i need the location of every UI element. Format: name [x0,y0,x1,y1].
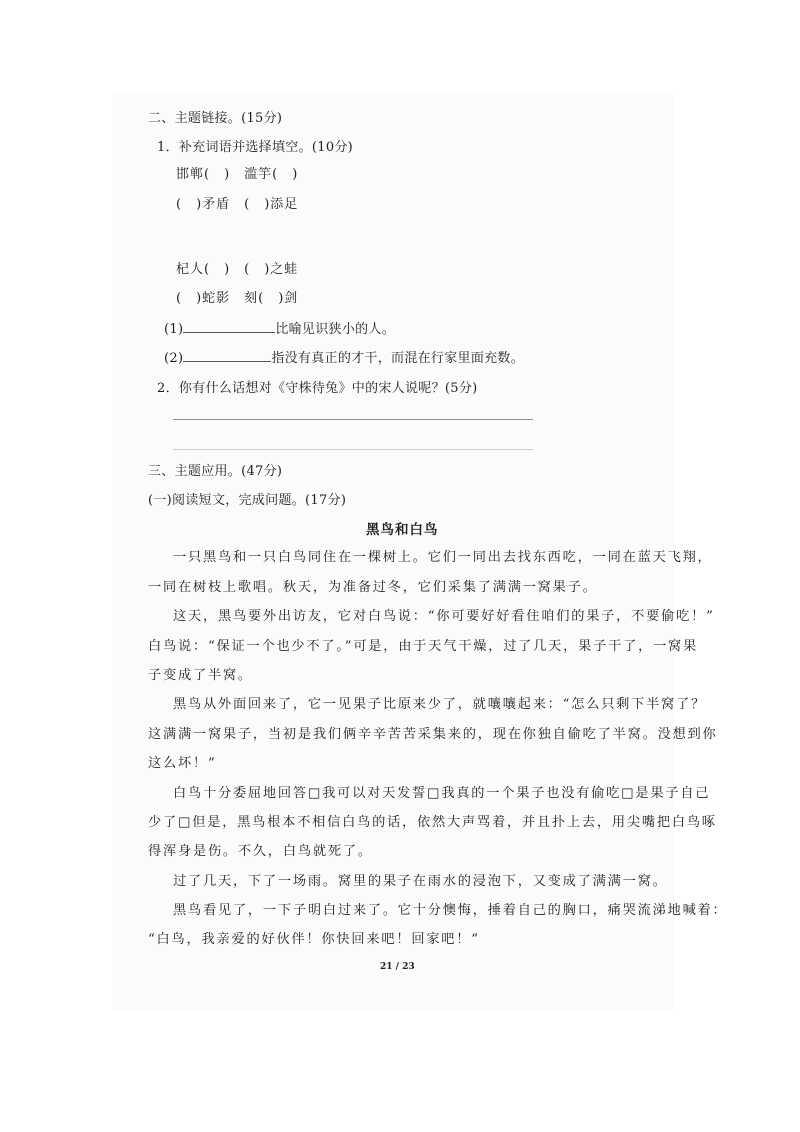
story-line: 少了□但是，黑鸟根本不相信白鸟的话，依然大声骂着，并且扑上去，用尖嘴把白鸟啄 [148,815,717,830]
story-line: 这么坏！” [148,756,217,771]
story-title: 黑鸟和白鸟 [366,522,439,538]
section3-heading: 三、主题应用。(47分) [148,464,283,479]
fill-item-2-text: 指没有真正的才干，而混在行家里面充数。 [271,351,525,366]
story-line: 这满满一窝果子，当初是我们俩辛辛苦苦采集来的，现在你独自偷吃了半窝。没想到你 [148,727,718,742]
fill-item-1-text: 比喻见识狭小的人。 [275,322,396,337]
story-line: 一同在树枝上歌唱。秋天，为准备过冬，它们采集了满满一窝果子。 [148,580,598,595]
q2-answer-line-1[interactable] [173,419,533,420]
story-line: 黑鸟看见了，一下子明白过来了。它十分懊悔，捶着自己的胸口，痛哭流涕地喊着： [173,903,728,918]
story-line: 得浑身是伤。不久，白鸟就死了。 [148,844,373,859]
q1-words-row3: 杞人( ) ( )之蛙 [176,262,299,277]
section2-heading: 二、主题链接。(15分) [148,111,283,126]
story-line: 白鸟说：“保证一个也少不了。”可是，由于天气干燥，过了几天，果子干了，一窝果 [148,639,699,654]
q2-answer-line-2[interactable] [173,449,533,450]
story-line: 过了几天，下了一场雨。窝里的果子在雨水的浸泡下，又变成了满满一窝。 [173,874,668,889]
story-line: 黑鸟从外面回来了，它一见果子比原来少了，就嚷嚷起来：“怎么只剩下半窝了？ [173,697,707,712]
page-number: 21 / 23 [380,962,415,972]
story-line: 子变成了半窝。 [148,668,253,683]
fill-blank-1[interactable] [183,320,275,333]
story-line: 一只黑鸟和一只白鸟同住在一棵树上。它们一同出去找东西吃，一同在蓝天飞翔， [173,550,713,565]
q2-prompt: 2．你有什么话想对《守株待兔》中的宋人说呢？(5分) [157,381,478,396]
story-line: 这天，黑鸟要外出访友，它对白鸟说：“你可要好好看住咱们的果子，不要偷吃！” [173,609,715,624]
story-line: “白鸟，我亲爱的好伙伴！你快回来吧！回家吧！” [148,932,480,947]
fill-item-2 [164,349,524,368]
q1-words-row4: ( )蛇影 刻( )剑 [176,291,299,306]
fill-item-1-number: (1) [164,322,184,337]
fill-blank-2[interactable] [183,349,271,362]
q1-prompt: 1．补充词语并选择填空。(10分) [157,140,354,155]
story-line: 白鸟十分委屈地回答□我可以对天发誓□我真的一个果子也没有偷吃□是果子自己 [173,786,711,801]
fill-item-2-number: (2) [164,351,184,366]
q1-words-row1: 邯郸( ) 滥竽( ) [176,167,299,182]
reading-part1-heading: (一)阅读短文，完成问题。(17分) [148,493,347,508]
fill-item-1 [164,320,395,339]
q1-words-row2: ( )矛盾 ( )添足 [176,197,299,212]
